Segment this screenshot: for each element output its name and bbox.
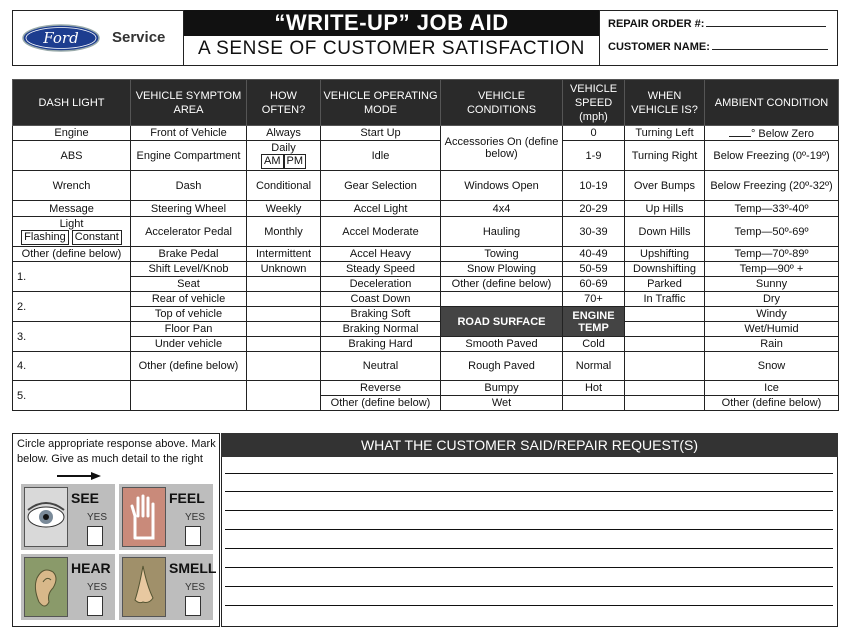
option-cell[interactable]: 70+ [563, 292, 625, 307]
table-header-row [13, 80, 839, 126]
page-subtitle: A SENSE OF CUSTOMER SATISFACTION [198, 38, 585, 59]
option-cell[interactable]: Windows Open [441, 171, 563, 201]
option-cell[interactable]: Parked [625, 277, 705, 292]
empty-cell [563, 396, 625, 411]
table-row [13, 262, 839, 277]
option-cell[interactable]: Accel Light [321, 201, 441, 217]
ear-icon [24, 557, 68, 617]
option-cell[interactable]: 4x4 [441, 201, 563, 217]
col-header-when-vehicle-is: WHEN VEHICLE IS? [625, 80, 705, 126]
empty-cell [131, 381, 247, 411]
table-row [13, 337, 839, 352]
option-cell[interactable]: Reverse [321, 381, 441, 396]
option-cell[interactable]: ABS [13, 141, 131, 171]
option-cell[interactable]: Temp—70º-89º [705, 247, 839, 262]
table-row [13, 141, 839, 171]
table-row [13, 201, 839, 217]
hear-yes-checkbox[interactable] [87, 596, 103, 616]
option-cell[interactable]: Neutral [321, 352, 441, 381]
option-cell[interactable]: Seat [131, 277, 247, 292]
option-cell[interactable]: Other (define below) [13, 247, 131, 262]
option-cell[interactable]: Down Hills [625, 217, 705, 247]
option-cell[interactable]: Steering Wheel [131, 201, 247, 217]
option-cell[interactable]: Snow Plowing [441, 262, 563, 277]
empty-cell [247, 307, 321, 322]
option-cell[interactable]: Braking Hard [321, 337, 441, 352]
option-cell[interactable]: Dry [705, 292, 839, 307]
logo-area [12, 10, 184, 66]
option-cell[interactable]: Cold [563, 337, 625, 352]
option-cell[interactable]: Accel Heavy [321, 247, 441, 262]
note-line-5[interactable]: 5. [13, 381, 131, 411]
pm-option[interactable]: PM [284, 154, 307, 169]
page-title: “WRITE-UP” JOB AID [184, 10, 599, 36]
sense-smell [119, 554, 217, 620]
option-cell[interactable]: Always [247, 126, 321, 141]
col-header-dash-light: DASH LIGHT [13, 80, 131, 126]
note-line-3[interactable]: 3. [13, 322, 131, 352]
empty-cell [247, 337, 321, 352]
smell-label: SMELL [169, 560, 217, 576]
option-cell[interactable]: Monthly [247, 217, 321, 247]
see-label: SEE [71, 490, 100, 506]
option-cell[interactable]: 1-9 [563, 141, 625, 171]
option-cell[interactable]: Sunny [705, 277, 839, 292]
customer-said-panel [221, 433, 838, 627]
option-cell-below-zero[interactable] [705, 126, 839, 141]
option-cell[interactable]: Snow [705, 352, 839, 381]
table-row [13, 352, 839, 381]
table-row [13, 381, 839, 396]
option-cell[interactable]: Up Hills [625, 201, 705, 217]
option-cell[interactable]: Below Freezing (20º-32º) [705, 171, 839, 201]
ford-logo-icon [22, 24, 100, 52]
option-cell[interactable]: Hauling [441, 217, 563, 247]
option-cell[interactable]: Idle [321, 141, 441, 171]
option-cell-light [13, 217, 131, 247]
feel-yes-checkbox[interactable] [185, 526, 201, 546]
table-row [13, 322, 839, 337]
option-cell[interactable]: 0 [563, 126, 625, 141]
option-cell[interactable]: Temp—50º-69º [705, 217, 839, 247]
option-cell-daily [247, 141, 321, 171]
arrow-right-icon [57, 472, 101, 480]
option-cell[interactable]: Rain [705, 337, 839, 352]
repair-order-box [599, 10, 838, 66]
col-header-ambient-condition: AMBIENT CONDITION [705, 80, 839, 126]
engine-temp-header: ENGINE TEMP [563, 307, 625, 337]
option-cell[interactable]: Front of Vehicle [131, 126, 247, 141]
option-cell[interactable]: Braking Soft [321, 307, 441, 322]
hear-yes-label: YES [87, 582, 108, 593]
write-line[interactable] [225, 491, 833, 492]
option-cell[interactable]: 20-29 [563, 201, 625, 217]
option-cell[interactable]: Engine [13, 126, 131, 141]
col-header-how-often: HOW OFTEN? [247, 80, 321, 126]
note-line-1[interactable]: 1. [13, 262, 131, 292]
option-cell[interactable]: 30-39 [563, 217, 625, 247]
col-header-vehicle-conditions: VEHICLE CONDITIONS [441, 80, 563, 126]
daily-label[interactable]: Daily [271, 142, 296, 154]
option-cell[interactable]: Conditional [247, 171, 321, 201]
table-row [13, 277, 839, 292]
option-cell[interactable]: 60-69 [563, 277, 625, 292]
option-cell[interactable]: Temp—33º-40º [705, 201, 839, 217]
option-cell[interactable]: Below Freezing (0º-19º) [705, 141, 839, 171]
option-cell[interactable]: 50-59 [563, 262, 625, 277]
symptom-table [12, 79, 839, 411]
option-cell[interactable]: Shift Level/Knob [131, 262, 247, 277]
customer-said-title: WHAT THE CUSTOMER SAID/REPAIR REQUEST(S) [221, 433, 838, 457]
see-yes-label: YES [87, 512, 108, 523]
option-cell[interactable]: Accel Moderate [321, 217, 441, 247]
option-cell[interactable]: Upshifting [625, 247, 705, 262]
empty-cell [247, 352, 321, 381]
service-label: Service [112, 29, 166, 46]
empty-cell [625, 307, 705, 322]
option-cell[interactable]: Steady Speed [321, 262, 441, 277]
sense-feel [119, 484, 213, 550]
feel-yes-label: YES [185, 512, 206, 523]
option-cell[interactable]: Intermittent [247, 247, 321, 262]
below-zero-label: ° Below Zero [750, 127, 815, 140]
option-cell[interactable]: Other (define below) [441, 277, 563, 292]
customer-name-field[interactable] [608, 39, 828, 53]
option-cell[interactable]: Rough Paved [441, 352, 563, 381]
hear-label: HEAR [71, 560, 111, 576]
option-cell[interactable]: Top of vehicle [131, 307, 247, 322]
option-cell[interactable]: Normal [563, 352, 625, 381]
option-cell[interactable]: Rear of vehicle [131, 292, 247, 307]
empty-cell [625, 352, 705, 381]
option-cell[interactable]: Wet [441, 396, 563, 411]
option-cell[interactable]: Braking Normal [321, 322, 441, 337]
table-row [13, 307, 839, 322]
customer-name-blank[interactable] [712, 39, 828, 50]
option-cell[interactable]: Coast Down [321, 292, 441, 307]
smell-yes-checkbox[interactable] [185, 596, 201, 616]
table-row [13, 217, 839, 247]
light-label[interactable]: Light [59, 218, 84, 230]
option-cell[interactable]: 10-19 [563, 171, 625, 201]
repair-order-field[interactable] [608, 16, 826, 30]
option-cell[interactable]: Other (define below) [321, 396, 441, 411]
option-cell[interactable]: Accelerator Pedal [131, 217, 247, 247]
write-line[interactable] [225, 567, 833, 568]
ford-logo-text: Ford [43, 29, 79, 47]
senses-panel [12, 433, 220, 627]
eye-icon [24, 487, 68, 547]
option-cell[interactable]: Floor Pan [131, 322, 247, 337]
empty-cell [247, 277, 321, 292]
option-cell[interactable]: Accessories On (define below) [441, 126, 563, 171]
am-option[interactable]: AM [261, 154, 284, 169]
empty-cell [247, 322, 321, 337]
option-cell[interactable]: Under vehicle [131, 337, 247, 352]
option-cell[interactable]: Brake Pedal [131, 247, 247, 262]
table-row [13, 247, 839, 262]
option-cell[interactable]: Gear Selection [321, 171, 441, 201]
option-cell[interactable]: Message [13, 201, 131, 217]
option-cell[interactable]: Downshifting [625, 262, 705, 277]
option-cell[interactable]: Windy [705, 307, 839, 322]
write-line[interactable] [225, 510, 833, 511]
empty-cell [625, 322, 705, 337]
note-line-2[interactable]: 2. [13, 292, 131, 322]
see-yes-checkbox[interactable] [87, 526, 103, 546]
option-cell[interactable]: Temp—90º + [705, 262, 839, 277]
option-cell[interactable]: Towing [441, 247, 563, 262]
note-line-4[interactable]: 4. [13, 352, 131, 381]
empty-cell [441, 292, 563, 307]
write-line[interactable] [225, 605, 833, 606]
option-cell[interactable]: Ice [705, 381, 839, 396]
col-header-symptom-area: VEHICLE SYMPTOM AREA [131, 80, 247, 126]
option-cell[interactable]: Wet/Humid [705, 322, 839, 337]
write-line[interactable] [225, 529, 833, 530]
write-line[interactable] [225, 586, 833, 587]
sense-hear [21, 554, 115, 620]
option-cell[interactable]: Weekly [247, 201, 321, 217]
symptom-grid [12, 79, 838, 419]
below-zero-blank[interactable] [729, 127, 751, 137]
option-cell[interactable]: Start Up [321, 126, 441, 141]
constant-option[interactable]: Constant [72, 230, 122, 245]
smell-yes-label: YES [185, 582, 206, 593]
option-cell[interactable]: Unknown [247, 262, 321, 277]
option-cell[interactable]: Over Bumps [625, 171, 705, 201]
repair-order-label: REPAIR ORDER #: [608, 18, 705, 30]
instructions-text: Circle appropriate response above. Mark below. Give as much detail to the right [17, 438, 216, 465]
nose-icon [122, 557, 166, 617]
col-header-operating-mode: VEHICLE OPERATING MODE [321, 80, 441, 126]
empty-cell [247, 292, 321, 307]
customer-name-label: CUSTOMER NAME: [608, 41, 710, 53]
option-cell[interactable]: Dash [131, 171, 247, 201]
option-cell[interactable]: Engine Compartment [131, 141, 247, 171]
road-surface-header: ROAD SURFACE [441, 307, 563, 337]
option-cell[interactable]: Deceleration [321, 277, 441, 292]
option-cell[interactable]: Smooth Paved [441, 337, 563, 352]
write-line[interactable] [225, 548, 833, 549]
repair-order-blank[interactable] [706, 16, 826, 27]
option-cell[interactable]: Turning Left [625, 126, 705, 141]
empty-cell [625, 381, 705, 396]
flashing-option[interactable]: Flashing [21, 230, 69, 245]
empty-cell [625, 337, 705, 352]
option-cell[interactable]: In Traffic [625, 292, 705, 307]
table-row [13, 171, 839, 201]
option-cell[interactable]: Other (define below) [131, 352, 247, 381]
option-cell[interactable]: Wrench [13, 171, 131, 201]
col-header-vehicle-speed: VEHICLE SPEED (mph) [563, 80, 625, 126]
option-cell[interactable]: Hot [563, 381, 625, 396]
option-cell[interactable]: Bumpy [441, 381, 563, 396]
table-row [13, 126, 839, 141]
option-cell[interactable]: Turning Right [625, 141, 705, 171]
feel-label: FEEL [169, 490, 205, 506]
empty-cell [625, 396, 705, 411]
sense-see [21, 484, 115, 550]
empty-cell [247, 381, 321, 411]
option-cell[interactable]: Other (define below) [705, 396, 839, 411]
hand-icon [122, 487, 166, 547]
option-cell[interactable]: 40-49 [563, 247, 625, 262]
write-line[interactable] [225, 473, 833, 474]
table-row [13, 292, 839, 307]
